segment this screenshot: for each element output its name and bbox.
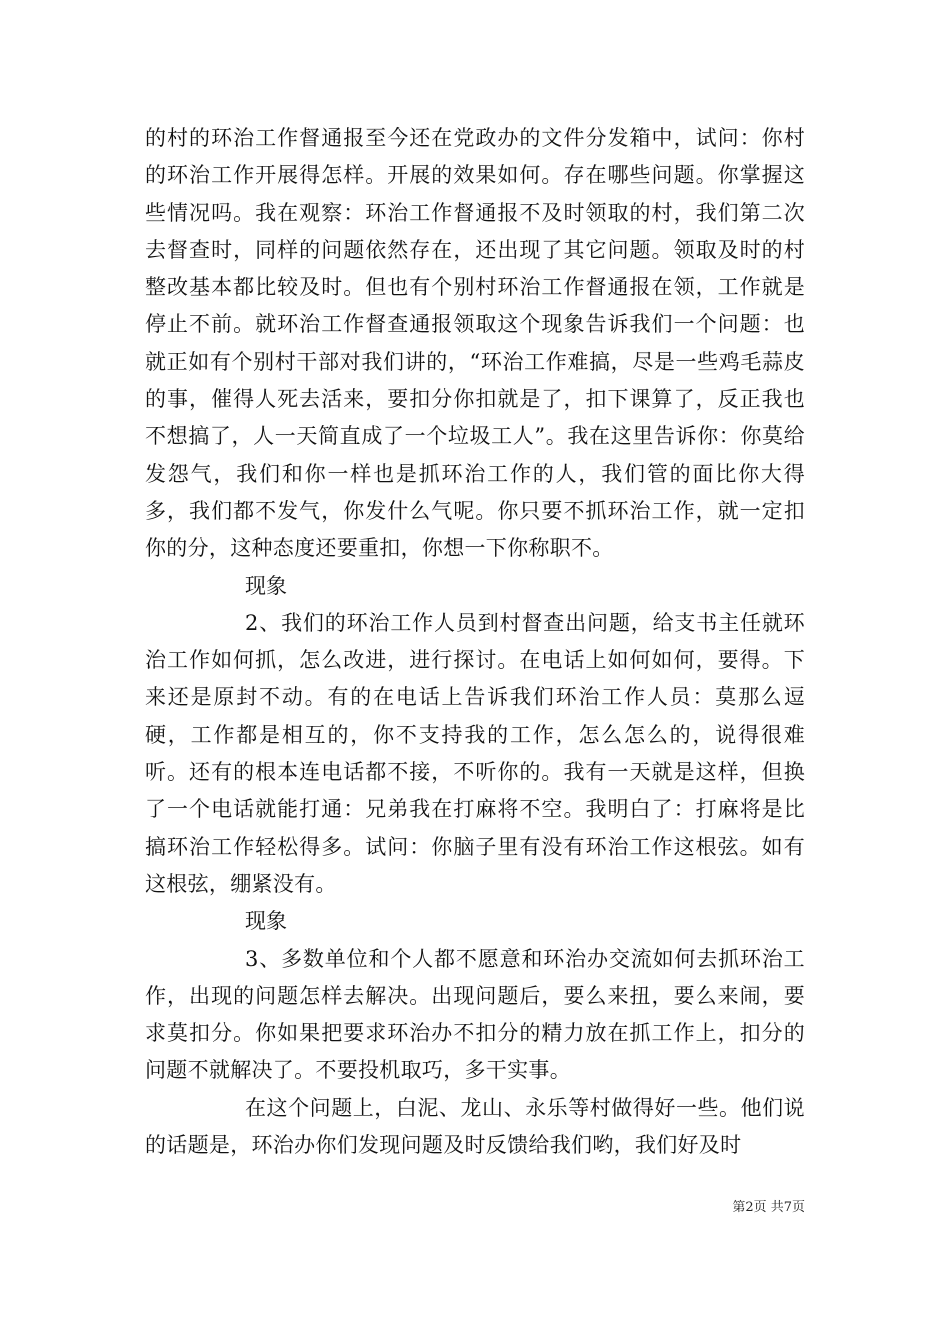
- section-heading-1: 现象: [245, 573, 287, 598]
- paragraph-1: 的村的环治工作督通报至今还在党政办的文件分发箱中，试问：你村的环治工作开展得怎样。开展的效果如何。存在哪些问题。你掌握这些情况吗。我在观察：环治工作督通报不及时领取的村，我们第二次去督查时，同样的问题依然存在，还出现了其它问题。领取及时的村整改基本都比较及时。但也有个别村环治工作督通报在领，工作就是停止不前。就环治工作督查通报领取这个现象告诉我们一个问题：也就正如有个别村干部对我们讲的，“环治工作难搞，尽是一些鸡毛蒜皮的事，催得人死去活来，要扣分你扣就是了，扣下课算了，反正我也不想搞了，人一天简直成了一个垃圾工人”。我在这里告诉你：你莫给发怨气，我们和你一样也是抓环治工作的人，我们管的面比你大得多，我们都不发气，你发什么气呢。你只要不抓环治工作，就一定扣你的分，这种态度还要重扣，你想一下你称职不。: [145, 126, 805, 561]
- document-body: [145, 120, 805, 1164]
- paragraph-4: 在这个问题上，白泥、龙山、永乐等村做得好一些。他们说的话题是，环治办你们发现问题及时反馈给我们哟，我们好及时: [145, 1095, 805, 1158]
- paragraph-3: 3、多数单位和个人都不愿意和环治办交流如何去抓环治工作，出现的问题怎样去解决。出现问题后，要么来扭，要么来闹，要求莫扣分。你如果把要求环治办不扣分的精力放在抓工作上，扣分的问题不就解决了。不要投机取巧，多干实事。: [145, 946, 805, 1083]
- section-heading-2: 现象: [245, 909, 287, 934]
- paragraph-2: 2、我们的环治工作人员到村督查出问题，给支书主任就环治工作如何抓，怎么改进，进行探讨。在电话上如何如何，要得。下来还是原封不动。有的在电话上告诉我们环治工作人员：莫那么逗硬，工作都是相互的，你不支持我的工作，怎么怎么的，说得很难听。还有的根本连电话都不接，不听你的。我有一天就是这样，但换了一个电话就能打通：兄弟我在打麻将不空。我明白了：打麻将是比搞环治工作轻松得多。试问：你脑子里有没有环治工作这根弦。如有这根弦，绷紧没有。: [145, 610, 805, 896]
- page-number-footer: 第2页 共7页: [732, 1200, 805, 1215]
